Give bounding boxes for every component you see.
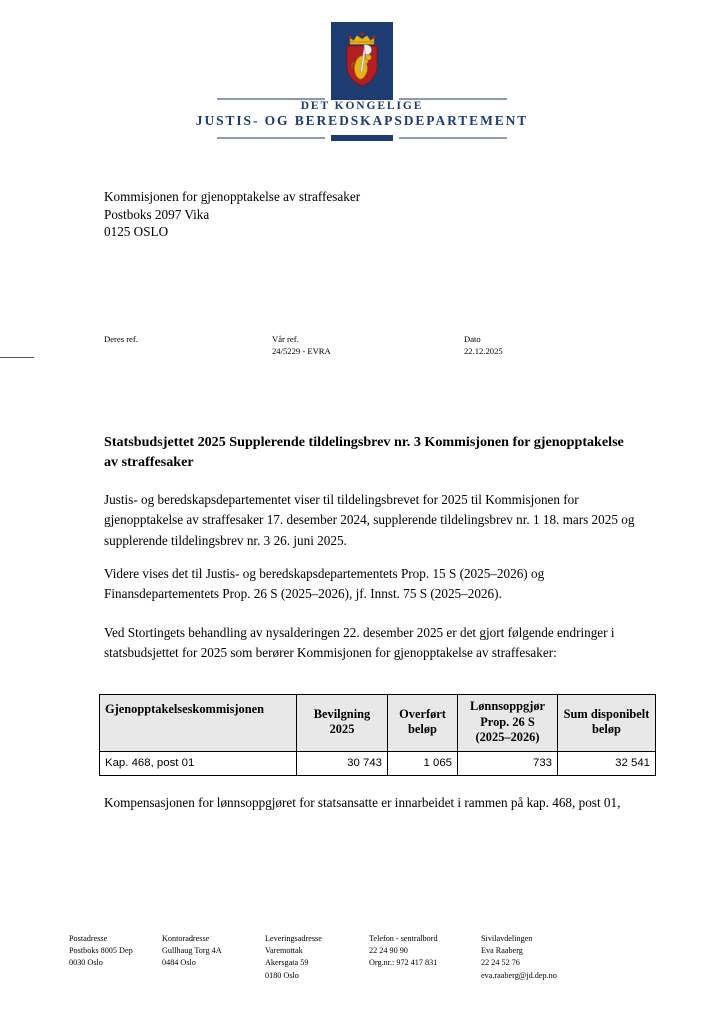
table-cell-bevilgning: 30 743	[297, 751, 388, 775]
paragraph-2: Videre vises det til Justis- og beredskapsdepartementets Prop. 15 S (2025–2026) og Finansdepartementets Prop. 26 S (2025–2026), jf. Innst. 75 S (2025–2026).	[104, 566, 545, 602]
letterhead-wordmark	[0, 99, 724, 130]
paragraph-4: Kompensasjonen for lønnsoppgjøret for statsansatte er innarbeidet i rammen på kap. 468, post 01,	[104, 795, 621, 810]
recipient-line-1: Kommisjonen for gjenopptakelse av straffesaker	[104, 189, 361, 204]
footer-column-leveringsadresse	[265, 933, 322, 982]
footer-telefon-label: Telefon - sentralbord	[369, 934, 438, 943]
table-cell-sum: 32 541	[558, 751, 656, 775]
var-ref-label: Vår ref.	[272, 334, 299, 344]
var-ref-value: 24/5229 - EVRA	[272, 346, 331, 357]
footer-postadresse-line2: 0030 Oslo	[69, 958, 103, 968]
table-header-sum: Sum disponibelt beløp	[558, 695, 656, 752]
footer-column-telefon	[369, 933, 438, 970]
dato-label: Dato	[464, 334, 481, 344]
footer-leveringsadresse-line2: Akersgata 59	[265, 958, 309, 968]
deres-ref-column	[104, 333, 138, 345]
paragraph-3: Ved Stortingets behandling av nysalderingen 22. desember 2025 er det gjort følgende endringer i statsbudsjettet for 2025 som berører Kommisjonen for gjenopptakelse av straffesaker:	[104, 625, 615, 661]
footer-sivilavdelingen-label: Sivilavdelingen	[481, 934, 533, 943]
recipient-line-3: 0125 OSLO	[104, 224, 169, 240]
table-header-row	[100, 695, 656, 752]
var-ref-column	[272, 333, 331, 358]
footer-leveringsadresse-line1: Varemottak	[265, 946, 303, 956]
footer-leveringsadresse-line3: 0180 Oslo	[265, 970, 299, 980]
letterhead-rule-right-bottom	[399, 137, 507, 139]
deres-ref-label: Deres ref.	[104, 334, 138, 344]
footer-telefon-line2: Org.nr.: 972 417 831	[369, 958, 438, 968]
footer-kontoradresse-line1: Gullhaug Torg 4A	[162, 946, 222, 956]
table-header-bevilgning: Bevilgning 2025	[297, 695, 388, 752]
footer-sivilavdelingen-line1: Eva Raaberg	[481, 946, 523, 956]
footer-column-sivilavdelingen	[481, 933, 557, 982]
paragraph-1: Justis- og beredskapsdepartementet viser til tildelingsbrevet for 2025 til Kommisjonen for gjenopptakelse av straffesaker 17. desember 2024, supplerende tildelingsbrev nr. 1 18. mars 2025 og supplerende tildelingsbrev nr. 3 26. juni 2025.	[104, 492, 635, 548]
dato-column	[464, 333, 503, 358]
footer-postadresse-label: Postadresse	[69, 934, 108, 943]
footer-leveringsadresse-label: Leveringsadresse	[265, 934, 322, 943]
budget-table	[99, 694, 656, 776]
table-header-lonnsoppgjor: Lønnsoppgjør Prop. 26 S (2025–2026)	[458, 695, 558, 752]
table-cell-name: Kap. 468, post 01	[100, 751, 297, 775]
footer-kontoradresse-label: Kontoradresse	[162, 934, 210, 943]
table-header-overfort: Overført beløp	[388, 695, 458, 752]
document-title: Statsbudsjettet 2025 Supplerende tildelingsbrev nr. 3 Kommisjonen for gjenopptakelse av straffesaker	[104, 434, 624, 470]
footer-contact-email: eva.raaberg@jd.dep.no	[481, 970, 557, 980]
footer-postadresse-line1: Postboks 8005 Dep	[69, 946, 133, 956]
wordmark-line-1: DET KONGELIGE	[300, 100, 424, 112]
wordmark-line-2: JUSTIS- OG BEREDSKAPSDEPARTEMENT	[195, 113, 529, 129]
fold-mark	[0, 357, 34, 358]
footer-column-kontoradresse	[162, 933, 222, 970]
letterhead-bottom-rules	[0, 135, 724, 141]
dato-value: 22.12.2025	[464, 346, 503, 357]
letterhead-rule-left-bottom	[217, 137, 325, 139]
footer-sivilavdelingen-line2: 22 24 52 76	[481, 958, 520, 968]
recipient-line-2: Postboks 2097 Vika	[104, 206, 210, 222]
table-header-name: Gjenopptakelseskommisjonen	[100, 695, 297, 752]
footer-kontoradresse-line2: 0484 Oslo	[162, 958, 196, 968]
footer-telefon-line1: 22 24 90 90	[369, 946, 408, 956]
letterhead	[0, 22, 724, 132]
recipient-address	[104, 188, 360, 241]
table-row	[100, 751, 656, 775]
table-cell-overfort: 1 065	[388, 751, 458, 775]
table-cell-lonnsoppgjor: 733	[458, 751, 558, 775]
footer	[69, 933, 669, 995]
norwegian-coat-of-arms-icon	[341, 29, 383, 91]
letterhead-rule-center-bottom	[331, 135, 393, 141]
footer-column-postadresse	[69, 933, 133, 970]
